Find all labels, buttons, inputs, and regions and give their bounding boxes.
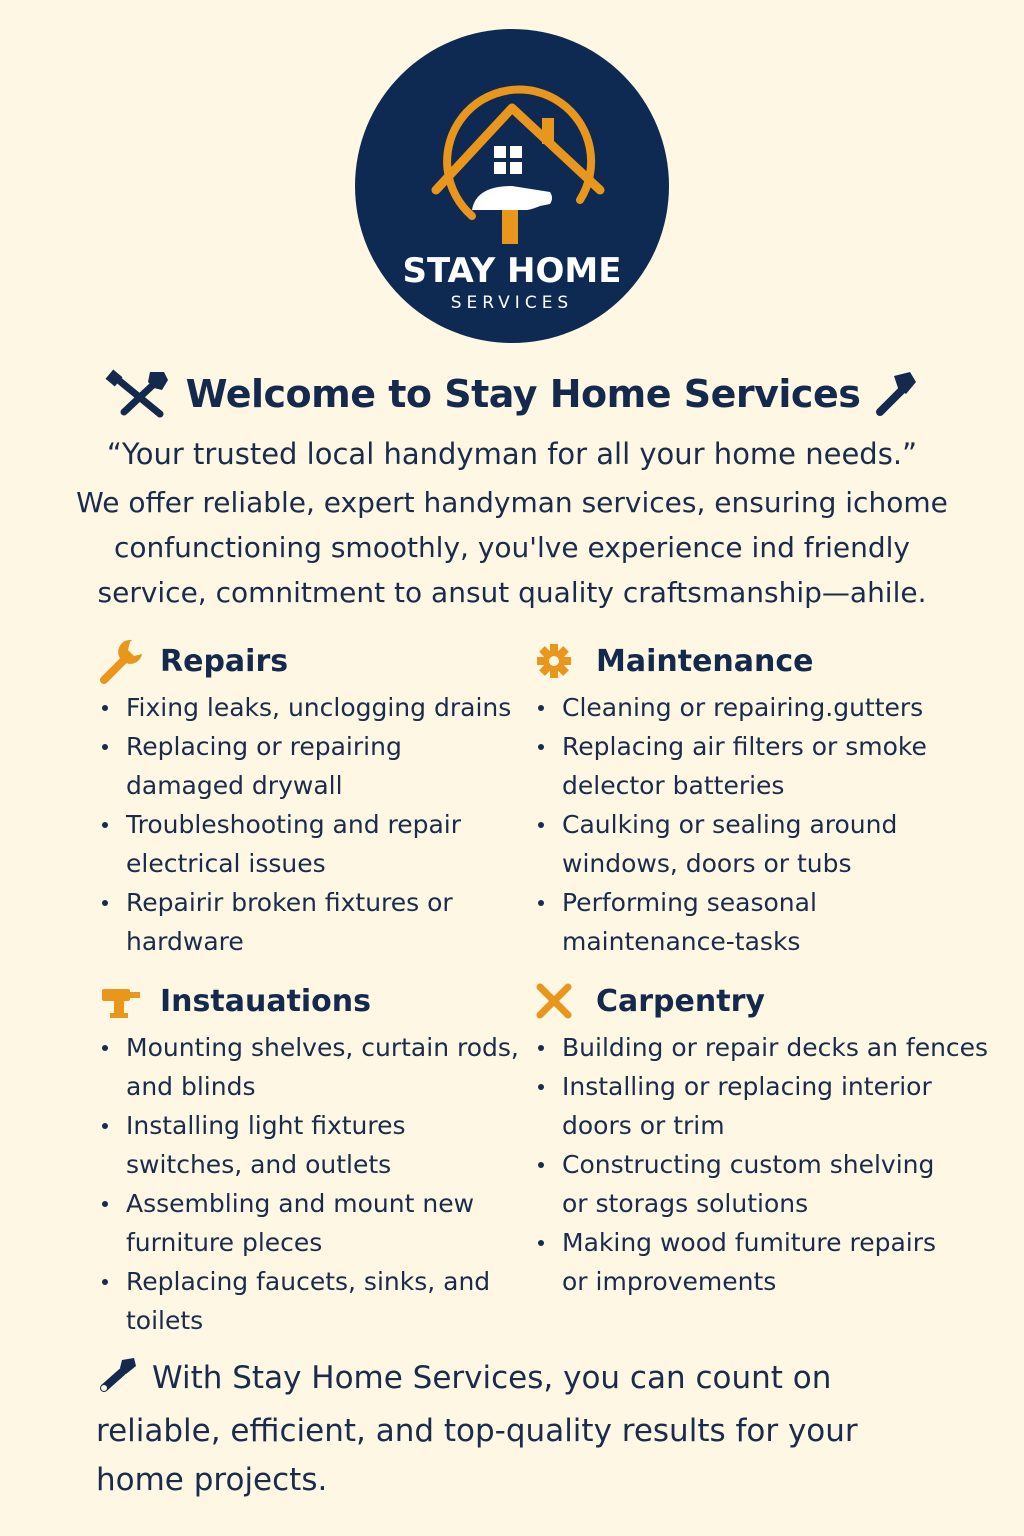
item-text: Building or repair decks an fences <box>562 1033 989 1062</box>
drill-icon <box>98 978 146 1024</box>
item-text: hardware <box>126 927 244 956</box>
item-text: Caulking or sealing around <box>562 810 898 839</box>
intro-line: We offer reliable, expert handyman services, ensuring ichome <box>76 486 948 519</box>
item-text: and blinds <box>126 1072 256 1101</box>
logo <box>354 28 670 344</box>
section-title: Carpentry <box>596 983 765 1019</box>
item-list <box>534 688 974 961</box>
section-title: Instauations <box>160 983 372 1019</box>
wrench-icon <box>98 638 146 684</box>
intro-paragraph <box>40 480 984 615</box>
item-text: delector batteries <box>562 771 785 800</box>
item-text: damaged drywall <box>126 771 343 800</box>
list-item <box>534 883 974 961</box>
item-text: Constructing custom shelving <box>562 1150 935 1179</box>
item-list <box>98 688 518 961</box>
logo-badge <box>354 28 670 344</box>
section-title: Maintenance <box>596 643 814 679</box>
item-text: toilets <box>126 1306 204 1335</box>
list-item <box>534 727 974 805</box>
section-title: Repairs <box>160 643 289 679</box>
item-list <box>98 1028 518 1340</box>
intro-line: confunctioning smoothly, you'lve experience ind friendly <box>113 531 910 564</box>
item-text: Troubleshooting and repair <box>126 810 462 839</box>
list-item <box>534 688 974 727</box>
item-text: furniture pleces <box>126 1228 323 1257</box>
brand-name: STAY HOME <box>402 251 622 291</box>
list-item <box>534 1028 989 1067</box>
logo-chimney <box>542 118 554 144</box>
list-item <box>534 805 974 883</box>
section-header <box>534 638 974 684</box>
item-text: Replacing or repairing <box>126 732 402 761</box>
section-installations <box>98 978 518 1340</box>
item-text: switches, and outlets <box>126 1150 392 1179</box>
list-item <box>534 1145 984 1223</box>
list-item <box>98 727 518 805</box>
page-title: Welcome to Stay Home Services <box>185 372 861 416</box>
list-item <box>534 1223 984 1301</box>
list-item <box>534 1067 984 1145</box>
hammer-icon <box>870 368 922 420</box>
item-text: Cleaning or repairing.gutters <box>562 693 924 722</box>
item-text: Making wood fumiture repairs <box>562 1228 937 1257</box>
item-text: doors or trim <box>562 1111 725 1140</box>
item-text: Replacing air filters or smoke <box>562 732 927 761</box>
section-carpentry <box>534 978 989 1301</box>
item-text: Performing seasonal <box>562 888 817 917</box>
section-repairs <box>98 638 518 961</box>
section-header <box>98 638 518 684</box>
crossed-tools-icon <box>534 978 582 1024</box>
closing-line: reliable, efficient, and top-quality results for your <box>96 1413 858 1449</box>
list-item <box>98 1184 518 1262</box>
list-item <box>98 805 518 883</box>
item-text: Installing or replacing interior <box>562 1072 932 1101</box>
item-text: Fixing leaks, unclogging drains <box>126 693 512 722</box>
item-text: Repairir broken fixtures or <box>126 888 453 917</box>
item-text: windows, doors or tubs <box>562 849 852 878</box>
section-header <box>534 978 984 1024</box>
list-item <box>98 883 518 961</box>
item-text: Installing light fixtures <box>126 1111 406 1140</box>
list-item <box>98 1106 518 1184</box>
closing-line: home projects. <box>96 1462 328 1498</box>
item-text: Mounting shelves, curtain rods, <box>126 1033 519 1062</box>
item-text: Replacing faucets, sinks, and <box>126 1267 491 1296</box>
list-item <box>98 1028 518 1106</box>
section-header <box>98 978 518 1024</box>
item-text: electrical issues <box>126 849 326 878</box>
closing-line: With Stay Home Services, you can count on <box>152 1360 832 1396</box>
gear-icon <box>534 638 582 684</box>
item-list <box>534 1028 989 1301</box>
paintbrush-icon <box>96 1356 138 1407</box>
hammer-handle <box>502 210 518 244</box>
list-item <box>98 1262 518 1340</box>
intro-line: service, comnitment to ansut quality craftsmanship—ahile. <box>97 576 927 609</box>
item-text: maintenance-tasks <box>562 927 801 956</box>
tagline: “Your trusted local handyman for all your home needs.” <box>106 437 918 471</box>
item-text: or storags solutions <box>562 1189 809 1218</box>
crossed-wrench-screwdriver-icon <box>102 368 176 420</box>
section-maintenance <box>534 638 974 961</box>
item-text: Assembling and mount new <box>126 1189 475 1218</box>
list-item <box>98 688 518 727</box>
brand-sub: SERVICES <box>450 293 574 313</box>
item-text: or improvements <box>562 1267 777 1296</box>
closing-paragraph <box>96 1354 996 1505</box>
welcome-heading <box>0 366 1024 422</box>
